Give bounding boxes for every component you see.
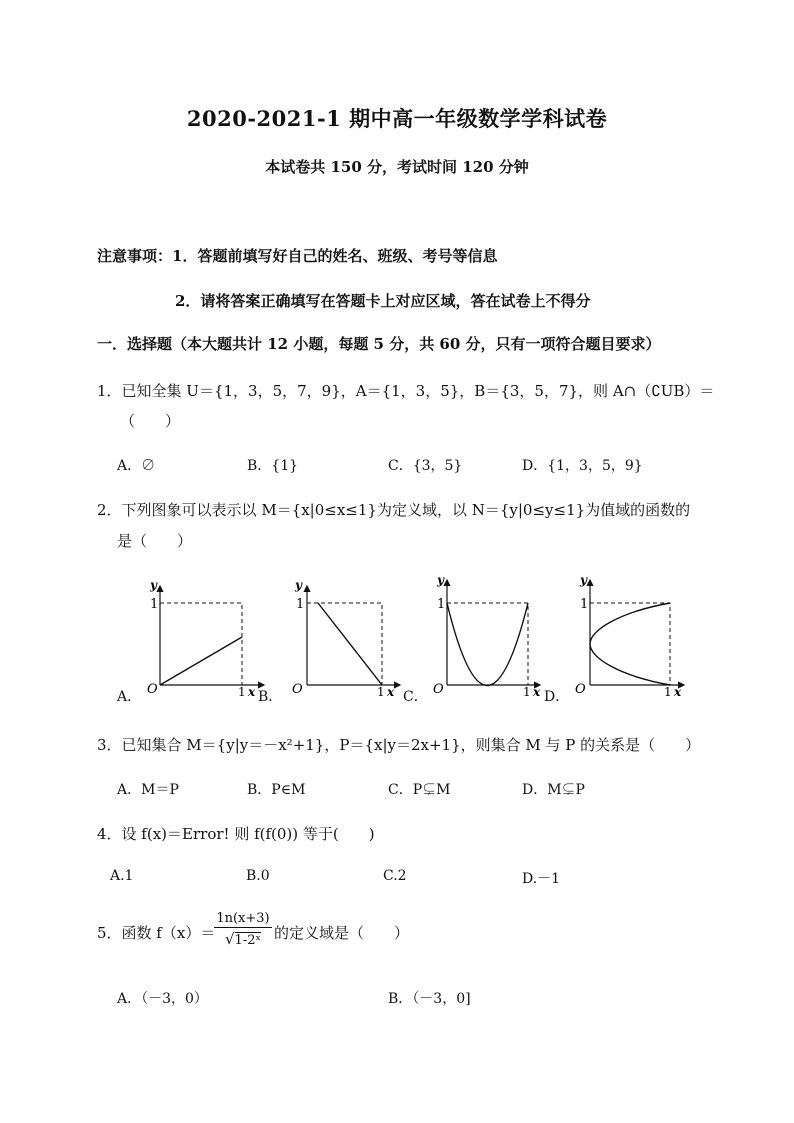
graph-d xyxy=(575,573,684,699)
q5-option-b: B．（－3，0] xyxy=(388,991,471,1007)
q3-option-c: C．P⊊M xyxy=(388,782,451,798)
q1-option-b: B．{1} xyxy=(247,458,299,474)
graph-a-curve xyxy=(160,637,242,685)
question-4-stem: 4．设 f(x)＝Error! 则 f(f(0)) 等于( ) xyxy=(97,825,375,843)
notice-line-2: 2．请将答案正确填写在答题卡上对应区域，答在试卷上不得分 xyxy=(175,292,591,310)
q2-option-d: D． xyxy=(544,689,570,705)
question-2-stem-cont: 是（ ） xyxy=(117,532,193,550)
q2-option-b: B． xyxy=(258,689,283,705)
graph-c-y-label: y xyxy=(437,573,444,587)
notice-line-1: 注意事项：1．答题前填写好自己的姓名、班级、考号等信息 xyxy=(97,247,498,265)
graph-c-one-y: 1 xyxy=(437,597,446,612)
q1-option-c: C．{3，5} xyxy=(388,458,463,474)
q2-option-a: A． xyxy=(117,689,142,705)
graph-b-origin: O xyxy=(292,682,303,697)
q4-option-a: A.1 xyxy=(110,868,134,884)
graph-d-origin: O xyxy=(575,682,586,697)
question-5-suffix: 的定义域是（ ） xyxy=(274,924,410,942)
q3-option-d: D．M⊊P xyxy=(522,782,585,798)
graph-a xyxy=(147,578,264,699)
graph-c-one-x: 1 xyxy=(523,685,531,699)
graph-a-one-y: 1 xyxy=(150,597,159,612)
q4-option-b: B.0 xyxy=(246,868,270,884)
q5-fraction xyxy=(214,911,272,948)
graph-a-y-label: y xyxy=(150,578,157,592)
graph-b xyxy=(292,578,400,699)
q5-numerator: 1n(x+3) xyxy=(214,911,272,928)
q1-option-d: D．{1，3，5，9} xyxy=(522,458,643,474)
graph-b-x-label: x xyxy=(387,685,395,699)
graph-c-origin: O xyxy=(433,682,444,697)
graph-a-one-x: 1 xyxy=(238,685,246,699)
q1-option-a: A．∅ xyxy=(117,458,156,474)
graph-c-curve xyxy=(447,603,528,686)
graph-b-one-y: 1 xyxy=(296,597,305,612)
graph-d-one-y: 1 xyxy=(580,597,589,612)
q5-denominator: 1-2ˣ xyxy=(234,933,261,948)
graph-d-y-label: y xyxy=(580,573,587,587)
graph-a-origin: O xyxy=(147,682,158,697)
q5-denominator-wrap xyxy=(214,930,272,948)
question-2-stem: 2．下列图象可以表示以 M＝{x|0≤x≤1}为定义域，以 N＝{y|0≤y≤1}为值域的函数的 xyxy=(97,501,691,519)
graph-b-curve xyxy=(318,603,382,685)
question-5-prefix: 5．函数 f（x）＝ xyxy=(97,924,216,942)
graph-b-one-x: 1 xyxy=(377,685,385,699)
q2-option-c: C． xyxy=(403,689,428,705)
question-3-stem: 3．已知集合 M＝{y|y＝－x²+1}，P＝{x|y＝2x+1}，则集合 M 与 P 的关系是（ ） xyxy=(97,736,701,754)
sqrt-icon: √ xyxy=(224,930,235,948)
q3-option-a: A．M＝P xyxy=(117,782,179,798)
q4-option-d: D.－1 xyxy=(522,871,561,887)
graph-c-x-label: x xyxy=(533,685,541,699)
graph-a-x-label: x xyxy=(248,685,256,699)
question-1-stem: 1．已知全集 U＝{1，3，5，7，9}，A＝{1，3，5}，B＝{3，5，7}，则 A∩（∁UB）＝ xyxy=(97,382,715,400)
graph-b-y-label: y xyxy=(295,578,302,592)
graph-d-curve xyxy=(590,603,670,685)
section-heading: 一．选择题（本大题共计 12 小题，每题 5 分，共 60 分，只有一项符合题目要求） xyxy=(97,335,661,353)
graph-d-x-label: x xyxy=(674,685,682,699)
q5-option-a: A．（－3，0） xyxy=(117,991,208,1007)
question-1-stem-cont: （ ） xyxy=(120,412,181,430)
exam-title: 2020-2021-1 期中高一年级数学学科试卷 xyxy=(186,106,608,131)
graph-c xyxy=(433,573,541,699)
q4-option-c: C.2 xyxy=(383,868,407,884)
exam-subtitle: 本试卷共 150 分，考试时间 120 分钟 xyxy=(265,158,529,176)
q3-option-b: B．P∈M xyxy=(247,782,306,798)
graph-d-one-x: 1 xyxy=(664,685,672,699)
